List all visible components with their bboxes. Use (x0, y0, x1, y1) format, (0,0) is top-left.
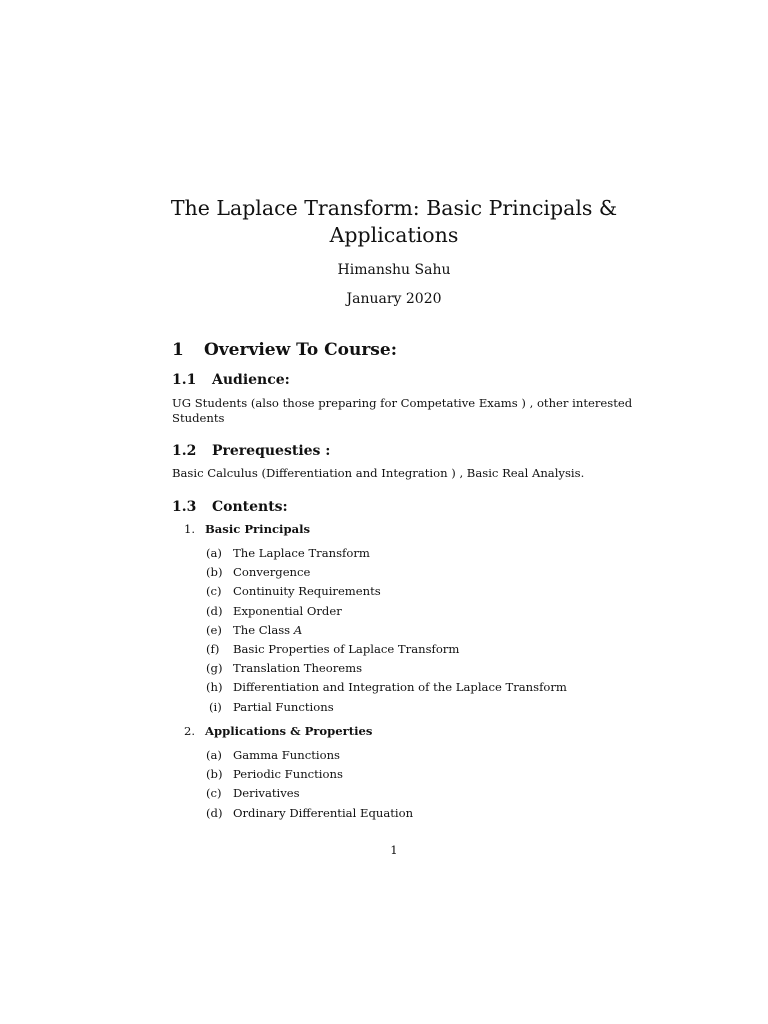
group-number: 1. (184, 522, 196, 536)
item-text: Partial Functions (233, 699, 334, 714)
contents-group-applications-properties (184, 724, 372, 738)
list-item (206, 563, 567, 582)
group-title: Applications & Properties (205, 724, 373, 738)
item-text: Periodic Functions (233, 767, 343, 782)
item-label: (g) (206, 661, 223, 676)
item-text: Derivatives (233, 786, 300, 801)
subsection-heading-contents (172, 499, 288, 515)
group-title: Basic Principals (205, 522, 311, 536)
list-item (206, 621, 567, 640)
list-item (206, 765, 413, 784)
document-date: January 2020 (346, 291, 442, 307)
subsection-heading-audience (172, 372, 290, 388)
contents-list-basic-principals (206, 544, 567, 717)
item-label: (b) (206, 565, 223, 580)
item-label: (i) (209, 699, 222, 714)
item-label: (b) (206, 767, 223, 782)
list-item (206, 678, 567, 697)
section-heading-overview (172, 340, 397, 360)
item-label: (d) (206, 603, 223, 618)
item-text: The Class (233, 622, 294, 637)
prerequisites-text: Basic Calculus (Differentiation and Integration ) , Basic Real Analysis. (172, 466, 585, 480)
list-item (206, 544, 567, 563)
section-number: 1 (172, 340, 184, 360)
item-label: (a) (206, 546, 222, 560)
list-item (206, 804, 413, 823)
list-item (206, 784, 413, 803)
subsection-title: Contents: (212, 499, 288, 515)
subsection-title: Prerequesties : (212, 443, 331, 459)
subsection-number: 1.1 (172, 372, 197, 388)
page-number: 1 (390, 843, 398, 857)
subsection-number: 1.3 (172, 499, 197, 515)
item-label: (e) (206, 622, 222, 637)
list-item (206, 640, 567, 659)
item-text: Differentiation and Integration of the Laplace Transform (233, 680, 567, 695)
list-item (206, 602, 567, 621)
contents-list-applications-properties (206, 746, 413, 823)
list-item (206, 582, 567, 601)
item-text: The Laplace Transform (233, 546, 370, 560)
item-label: (d) (206, 805, 223, 820)
section-title: Overview To Course: (204, 340, 397, 360)
document-title: The Laplace Transform: Basic Principals & Applications (170, 196, 618, 247)
item-label: (h) (206, 680, 223, 695)
item-text: Exponential Order (233, 603, 342, 618)
author-name: Himanshu Sahu (337, 262, 451, 278)
group-number: 2. (184, 724, 196, 738)
subsection-number: 1.2 (172, 443, 197, 459)
item-text: Basic Properties of Laplace Transform (233, 641, 460, 656)
item-label: (f) (206, 641, 220, 656)
item-text: Gamma Functions (233, 748, 340, 762)
item-label: (a) (206, 748, 222, 762)
item-text: Ordinary Differential Equation (233, 805, 414, 820)
list-item (206, 698, 567, 717)
item-text: Continuity Requirements (233, 584, 381, 599)
item-text: Translation Theorems (233, 661, 363, 676)
item-label: (c) (206, 584, 222, 599)
item-label: (c) (206, 786, 222, 801)
list-item (206, 746, 413, 765)
list-item (206, 659, 567, 678)
contents-group-basic-principals (184, 522, 310, 536)
subsection-title: Audience: (212, 372, 290, 388)
item-text: Convergence (233, 565, 311, 580)
subsection-heading-prerequisites (172, 443, 330, 459)
math-symbol: A (293, 622, 303, 637)
audience-text: UG Students (also those preparing for Competative Exams ) , other interested Students (172, 396, 633, 425)
